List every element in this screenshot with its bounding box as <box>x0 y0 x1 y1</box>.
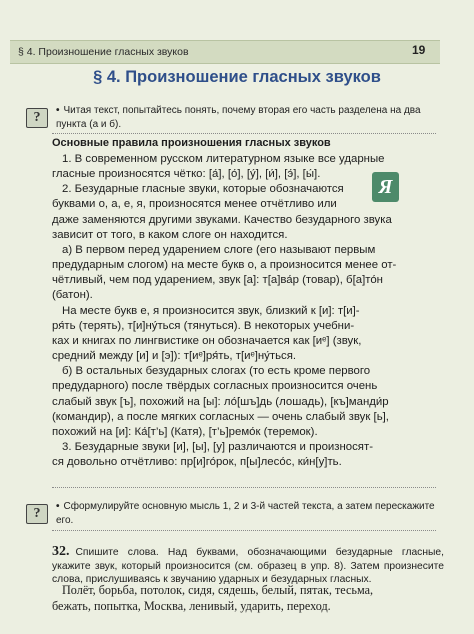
bullet-icon: • <box>56 501 60 512</box>
rules-line: слабый звук [ъ], похожий на [ы]: ло́[шъ]дь (лошадь), [къ]манди́р <box>52 395 389 408</box>
rules-line: ря́ть (терять), т[и]ну́ться (тянуться). В некоторых учебни- <box>52 319 355 332</box>
exercise-word-list <box>52 582 444 614</box>
reading-task-text: Читая текст, попытайтесь понять, почему вторая его часть разделена на два пункта (а и б). <box>56 105 421 130</box>
retelling-task <box>56 500 436 528</box>
rules-line: даже заменяются другими звуками. Качество безударного звука <box>52 213 392 226</box>
rules-line: (батон). <box>52 289 93 302</box>
rules-line: чётливый, чем под ударением, звук [а]: т[а]ва́р (товар), б[а]то́н <box>52 274 383 287</box>
rules-line: 1. В современном русском литературном языке все ударные <box>62 153 385 165</box>
page-number: 19 <box>412 43 426 57</box>
question-mark-icon: ? <box>26 504 48 524</box>
rules-line: зависит от того, в каком слоге он находится. <box>52 228 288 241</box>
rules-line: (командир), а после мягких согласных — очень слабый звук [ь], <box>52 410 389 423</box>
question-mark-icon: ? <box>26 108 48 128</box>
rules-line: предударным слогом) на месте букв о, а произносится менее от- <box>52 259 397 272</box>
exercise-32 <box>52 545 444 587</box>
divider <box>52 487 436 488</box>
rules-line: ках и книгах по лингвистике он обозначается как [иᵉ] (звук, <box>52 334 362 347</box>
rules-text <box>52 152 444 470</box>
divider <box>52 133 436 134</box>
rules-line: средний между [и] и [э]): т[иᵉ]ря́ть, т[иᵉ]ну́ться. <box>52 350 297 363</box>
rules-line: 2. Безударные гласные звуки, которые обозначаются <box>62 183 344 196</box>
rules-line: гласные произносятся чётко: [а́], [о́], [у́], [и́], [э́], [ы́]. <box>52 168 321 181</box>
rules-line: На месте букв е, я произносится звук, близкий к [и]: т[и]- <box>62 304 360 317</box>
exercise-number: 32. <box>52 544 70 559</box>
rules-line: б) В остальных безударных слогах (то есть кроме первого <box>62 365 371 378</box>
rules-line: 3. Безударные звуки [и], [ы], [у] различаются и произносят- <box>62 440 373 453</box>
rules-line: предударного) после твёрдых согласных произносится очень <box>52 380 378 393</box>
exercise-words-line: бежать, попытка, Москва, ленивый, ударить, переход. <box>52 599 331 613</box>
retelling-task-text: Сформулируйте основную мысль 1, 2 и 3-й частей текста, а затем перескажите его. <box>56 501 435 526</box>
reading-task <box>56 104 436 132</box>
rules-line: буквами о, а, е, я, произносятся менее отчётливо или <box>52 198 337 211</box>
exercise-words-line: Полёт, борьба, потолок, сидя, сядешь, белый, пятак, тесьма, <box>62 583 374 597</box>
running-header-title: § 4. Произношение гласных звуков <box>18 46 189 58</box>
divider <box>52 530 436 531</box>
bullet-icon: • <box>56 105 60 116</box>
rules-line: похожий на [и]: Ка́[т’ь] (Катя), [т’ь]ремо́к (теремок). <box>52 425 318 438</box>
letter-ya-icon: Я <box>372 172 399 202</box>
exercise-instruction: Спишите слова. Над буквами, обозначающими безударные гласные, укажите звук, который произносится (см. образец в упр. 8). Затем произнесите слова, прислушиваясь к звучанию ударных и безударных гласных. <box>52 547 444 586</box>
rules-title: Основные правила произношения гласных звуков <box>52 137 331 149</box>
section-title: § 4. Произношение гласных звуков <box>93 68 381 86</box>
rules-line: а) В первом перед ударением слоге (его называют первым <box>62 243 376 256</box>
rules-line: ся довольно отчётливо: пр[и]го́рок, п[ы]лесо́с, ки́н[у]ть. <box>52 456 342 469</box>
